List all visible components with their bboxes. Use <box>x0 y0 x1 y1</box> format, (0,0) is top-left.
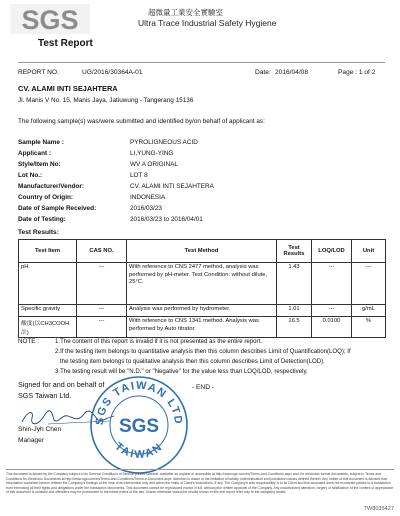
end-marker: - END - <box>192 384 214 391</box>
cell-result: 1.01 <box>277 305 312 317</box>
cell-cas: --- <box>77 317 127 338</box>
intro-text: The following sample(s) was/were submitted and identified by/on behalf of applicant as: <box>18 118 265 125</box>
header-loq-lod: LOQ/LOD <box>312 240 352 263</box>
cell-item: Specific gravity <box>19 305 77 317</box>
cell-result: 16.5 <box>277 317 312 338</box>
cell-loq: --- <box>312 263 352 305</box>
applicant-name: CV. ALAMI INTI SEJAHTERA <box>18 84 118 93</box>
note-item: the testing item belongs to qualitative analysis then this column describes Limit of Detection(LOD). <box>60 358 325 365</box>
cell-item: pH <box>19 263 77 305</box>
cell-unit: g/mL <box>352 305 386 317</box>
svg-text:SGS: SGS <box>118 416 160 437</box>
cell-method: With reference to CNS 2477 method, analysis was performed by pH-meter. Test Condition: without dilute, 25°C. <box>127 263 277 305</box>
signatory-name: Shin-Jyh Chen <box>18 426 62 433</box>
date-value: 2016/04/08 <box>275 69 309 76</box>
table-row <box>19 263 386 305</box>
info-label: Sample Name : <box>18 139 64 146</box>
info-value: 2016/03/23 <box>130 205 162 212</box>
applicant-address: Jl. Manis V No. 15, Manis Jaya, Jatiuwung - Tangerang 15136 <box>18 97 194 104</box>
header-test-item: Test Item <box>19 240 77 263</box>
table-header-row <box>19 240 386 263</box>
svg-text:SGS TAIWAN LTD: SGS TAIWAN LTD <box>93 379 185 426</box>
header-cas-no: CAS NO. <box>77 240 127 263</box>
cell-method: Analysis was performed by hydrometer. <box>127 305 277 317</box>
table-row <box>19 317 386 338</box>
signing-company: SGS Taiwan Ltd. <box>18 391 72 400</box>
info-value: LOT 8 <box>130 172 148 179</box>
cell-loq: 0.0100 <box>312 317 352 338</box>
report-title: Test Report <box>38 38 93 49</box>
info-value: CV. ALAMI INTI SEJAHTERA <box>130 183 214 190</box>
report-no-label: REPORT NO: <box>18 69 59 76</box>
info-label: Lot No.: <box>18 172 43 179</box>
footer-divider <box>6 469 394 470</box>
page-indicator: Page : 1 of 2 <box>338 69 376 76</box>
note-item: 1.The content of this report is invalid if it is not presented as the entire report. <box>55 338 262 345</box>
header-test-results: Test Results <box>277 240 312 263</box>
cell-method: With reference to CNS 1341 method. Analysis was performed by Auto titrator. <box>127 317 277 338</box>
cell-result: 1.43 <box>277 263 312 305</box>
svg-text:SGS: SGS <box>21 5 79 34</box>
header-divider <box>18 62 385 63</box>
info-label: Country of Origin: <box>18 194 74 201</box>
info-value: 2016/03/23 to 2016/04/01 <box>130 216 203 223</box>
note-item: 3.The testing result will be "N.D." or "Negative" for the value less than LOQ/LOD, respectively. <box>55 368 308 375</box>
note-label: NOTE : <box>18 338 39 345</box>
info-value: WV A ORIGINAL <box>130 161 178 168</box>
info-label: Date of Sample Received: <box>18 205 97 212</box>
lab-title: Ultra Trace Industrial Safety Hygiene <box>138 18 277 28</box>
signatory-title: Manager <box>18 437 45 444</box>
date-label: Date: <box>255 69 271 76</box>
sgs-logo <box>10 4 90 34</box>
cell-loq: --- <box>312 305 352 317</box>
cell-unit: --- <box>352 263 386 305</box>
info-label: Date of Testing: <box>18 216 66 223</box>
info-value: INDONESIA <box>130 194 166 201</box>
header-test-method: Test Method <box>127 240 277 263</box>
info-value: PYROLIGNEOUS ACID <box>130 139 198 146</box>
cell-item: 酸度(以CH3COOH 計) <box>19 317 77 338</box>
note-item: 2.If the testing item belongs to quantitative analysis then this column describes Limit of Quantification(LOQ); If <box>55 348 351 355</box>
header-unit: Unit <box>352 240 386 263</box>
serial-number: TW8035427 <box>363 506 394 512</box>
cell-cas: --- <box>77 305 127 317</box>
table-row <box>19 305 386 317</box>
info-value: LI,YUNG-YING <box>130 150 174 157</box>
cell-unit: % <box>352 317 386 338</box>
lab-chinese-title: 超微量工業安全實驗室 <box>148 8 223 17</box>
test-results-table <box>18 239 386 338</box>
svg-text:TAIWAN: TAIWAN <box>112 440 166 462</box>
sgs-taiwan-seal <box>86 372 192 478</box>
test-results-title: Test Results: <box>18 229 59 236</box>
legal-footer: This document is issued by the Company subject to its General Conditions of Service printed overleaf, available on request or accessible at http://www.sgs.com/en/Terms-and-Conditions.aspx and, for electronic format documents, subject to Terms and Conditions for Electronic Documents at http://www.sgs.com/en/Terms-and-Conditions/Terms-e-Document.aspx. Attention is drawn to the limitation of liability, indemnification and jurisdiction issues defined therein. Any holder of this document is advised that information contained hereon reflects the Company's findings at the time of its intervention only and within the limits of Client's instructions, if any. The Company's sole responsibility is to its Client and this document does not exonerate parties to a transaction from exercising all their rights and obligations under the transaction documents. This document cannot be reproduced except in full, without prior written approval of the Company. Any unauthorized alteration, forgery or falsification of the content or appearance of this document is unlawful and offenders may be prosecuted to the fullest extent of the law. Unless otherwise stated the results shown in this test report refer only to the sample(s) tested. <box>6 472 394 495</box>
info-label: Style/Item No: <box>18 161 61 168</box>
cell-cas: --- <box>77 263 127 305</box>
info-label: Manufacturer/Vendor: <box>18 183 85 190</box>
info-label: Applicant : <box>18 150 52 157</box>
signed-on-behalf: Signed for and on behalf of <box>18 380 105 389</box>
report-no-value: UG/2016/30364A-01 <box>82 69 143 76</box>
